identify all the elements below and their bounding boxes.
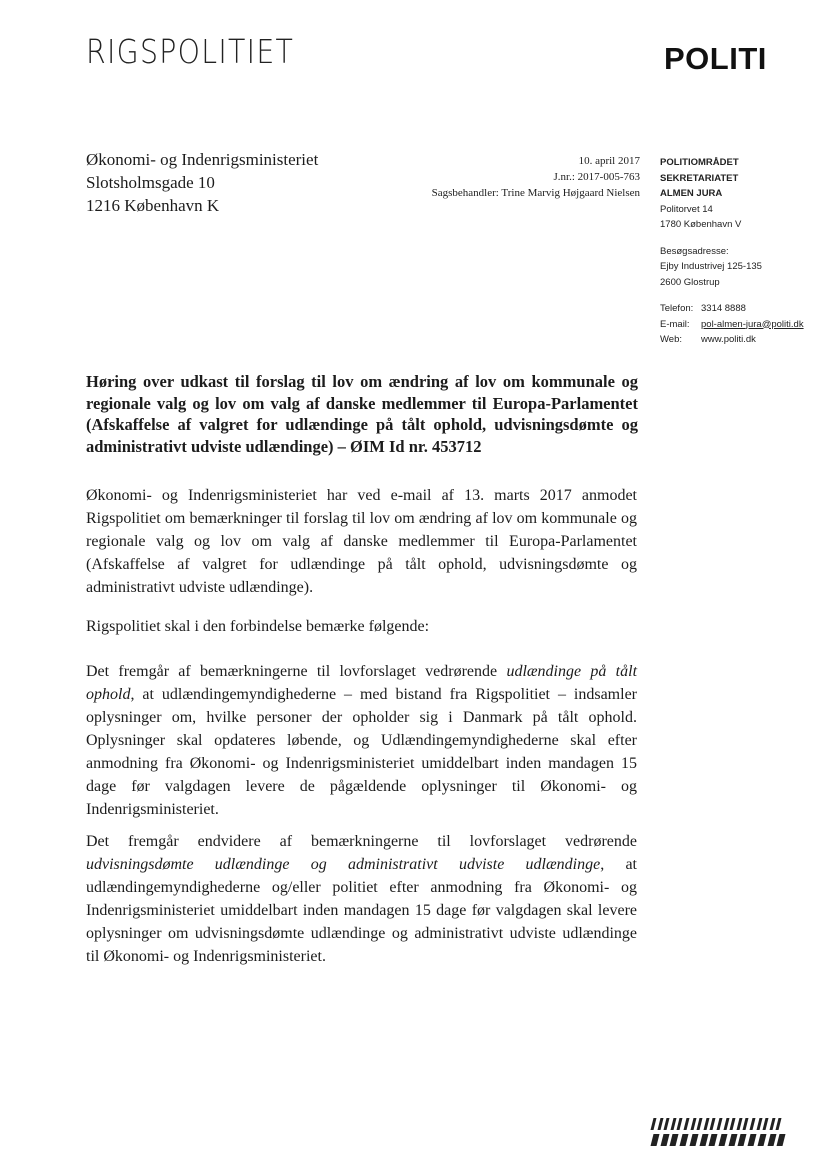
visit-street: Ejby Industrivej 125-135 [660, 261, 762, 272]
footer-stripe [660, 1134, 669, 1146]
p4-text-a: Det fremgår endvidere af bemærkningerne til lovforslaget vedrørende [86, 833, 637, 850]
web-row [660, 332, 804, 348]
p3-text-b: , at udlændingemyndighederne – med bistand fra Rigspolitiet – indsamler oplysninger om, hvilke personer der opholder sig i Danmark på tålt ophold. Oplysninger skal opdateres løbende, og Udlændingemyndighederne skal efter anmodning fra Økonomi- og Indenrigsministeriet umiddelbart inden mandagen 15 dage før valgdagen levere de pågældende oplysninger til Økonomi- og Indenrigsministeriet. [86, 686, 637, 818]
p4-emphasis: udvisningsdømte udlændinge og administrativt udviste udlændinge [86, 856, 601, 873]
body-paragraph-3 [86, 660, 637, 821]
sender-block [660, 155, 804, 348]
case-handler: Sagsbehandler: Trine Marvig Højgaard Nielsen [431, 187, 640, 199]
footer-stripe [757, 1134, 766, 1146]
email-link[interactable]: pol-almen-jura@politi.dk [701, 318, 804, 330]
phone-value: 3314 8888 [701, 303, 746, 314]
footer-stripe [699, 1134, 708, 1146]
p3-text-a: Det fremgår af bemærkningerne til lovforslaget vedrørende [86, 663, 507, 680]
footer-stripe [657, 1118, 663, 1130]
footer-stripe [683, 1118, 689, 1130]
footer-stripe [738, 1134, 747, 1146]
web-link[interactable]: www.politi.dk [701, 334, 756, 345]
body-paragraph-4 [86, 830, 637, 968]
sender-dept-3: ALMEN JURA [660, 188, 723, 199]
footer-stripe [723, 1118, 729, 1130]
recipient-address [86, 148, 318, 217]
footer-stripe [670, 1118, 676, 1130]
footer-stripe [767, 1134, 776, 1146]
body-paragraph-1: Økonomi- og Indenrigsministeriet har ved e-mail af 13. marts 2017 anmodet Rigspolitiet om bemærkninger til forslag til lov om ændring af lov om kommunale og regionale valg og lov om valg af danske medlemmer til Europa-Parlamentet (Afskaffelse af valgret for udlændinge på tålt ophold, udvisningsdømte og administrativt udviste udlændinge). [86, 487, 637, 596]
footer-stripe [730, 1118, 736, 1130]
footer-stripe [777, 1134, 786, 1146]
footer-stripe [719, 1134, 728, 1146]
letter-meta [432, 153, 640, 201]
footer-stripe [776, 1118, 782, 1130]
recipient-city: 1216 København K [86, 196, 220, 215]
visit-label: Besøgsadresse: [660, 245, 729, 257]
footer-stripe [680, 1134, 689, 1146]
footer-stripe [690, 1118, 696, 1130]
footer-stripe [743, 1118, 749, 1130]
letter-heading: Høring over udkast til forslag til lov om ændring af lov om kommunale og regionale valg og lov om valg af danske medlemmer til Europa-Parlamentet (Afskaffelse af valgret for udlændinge på tålt ophold, udvisningsdømte og administrativt udviste udlændinge) – ØIM Id nr. 453712 [86, 372, 638, 456]
footer-stripe-mark [652, 1118, 784, 1152]
footer-stripe [709, 1134, 718, 1146]
footer-stripe [651, 1118, 657, 1130]
footer-stripe [703, 1118, 709, 1130]
footer-stripe [748, 1134, 757, 1146]
phone-row [660, 301, 804, 317]
footer-stripe [763, 1118, 769, 1130]
p3-emphasis: udlændinge på tålt ophold [86, 663, 638, 703]
email-row [660, 317, 804, 333]
politi-logo-text: POLITI [664, 41, 767, 76]
p4-text-b: , at udlændingemyndighederne og/eller politiet efter anmodning fra Økonomi- og Indenrigsministeriet umiddelbart inden mandagen 15 dage før valgdagen skal levere oplysninger om udvisningsdømte udlændinge og administrativt udviste udlændinge til Økonomi- og Indenrigsministeriet. [86, 856, 637, 965]
footer-stripe [651, 1134, 660, 1146]
footer-stripe [769, 1118, 775, 1130]
web-label: Web: [660, 334, 683, 345]
visit-city: 2600 Glostrup [660, 276, 720, 288]
rigspolitiet-logo-text: RIGSPOLITIET [86, 32, 295, 71]
footer-stripe [756, 1118, 762, 1130]
footer-stripe [670, 1134, 679, 1146]
footer-stripe [664, 1118, 670, 1130]
sender-street: Politorvet 14 [660, 203, 713, 215]
footer-stripe [749, 1118, 755, 1130]
journal-number: J.nr.: 2017-005-763 [553, 171, 640, 183]
footer-stripe [710, 1118, 716, 1130]
sender-dept-2: SEKRETARIATET [660, 172, 739, 184]
footer-stripe [736, 1118, 742, 1130]
letter-date: 10. april 2017 [578, 155, 640, 167]
sender-dept-1: POLITIOMRÅDET [660, 157, 739, 168]
sender-city: 1780 København V [660, 219, 742, 230]
body-paragraph-2: Rigspolitiet skal i den forbindelse bemærke følgende: [86, 618, 430, 635]
phone-label: Telefon: [660, 303, 694, 314]
footer-stripe [728, 1134, 737, 1146]
recipient-street: Slotsholmsgade 10 [86, 173, 215, 192]
footer-stripe [697, 1118, 703, 1130]
footer-stripe [677, 1118, 683, 1130]
footer-stripe [716, 1118, 722, 1130]
footer-stripe [689, 1134, 698, 1146]
email-label: E-mail: [660, 318, 690, 330]
recipient-name: Økonomi- og Indenrigsministeriet [86, 150, 319, 169]
